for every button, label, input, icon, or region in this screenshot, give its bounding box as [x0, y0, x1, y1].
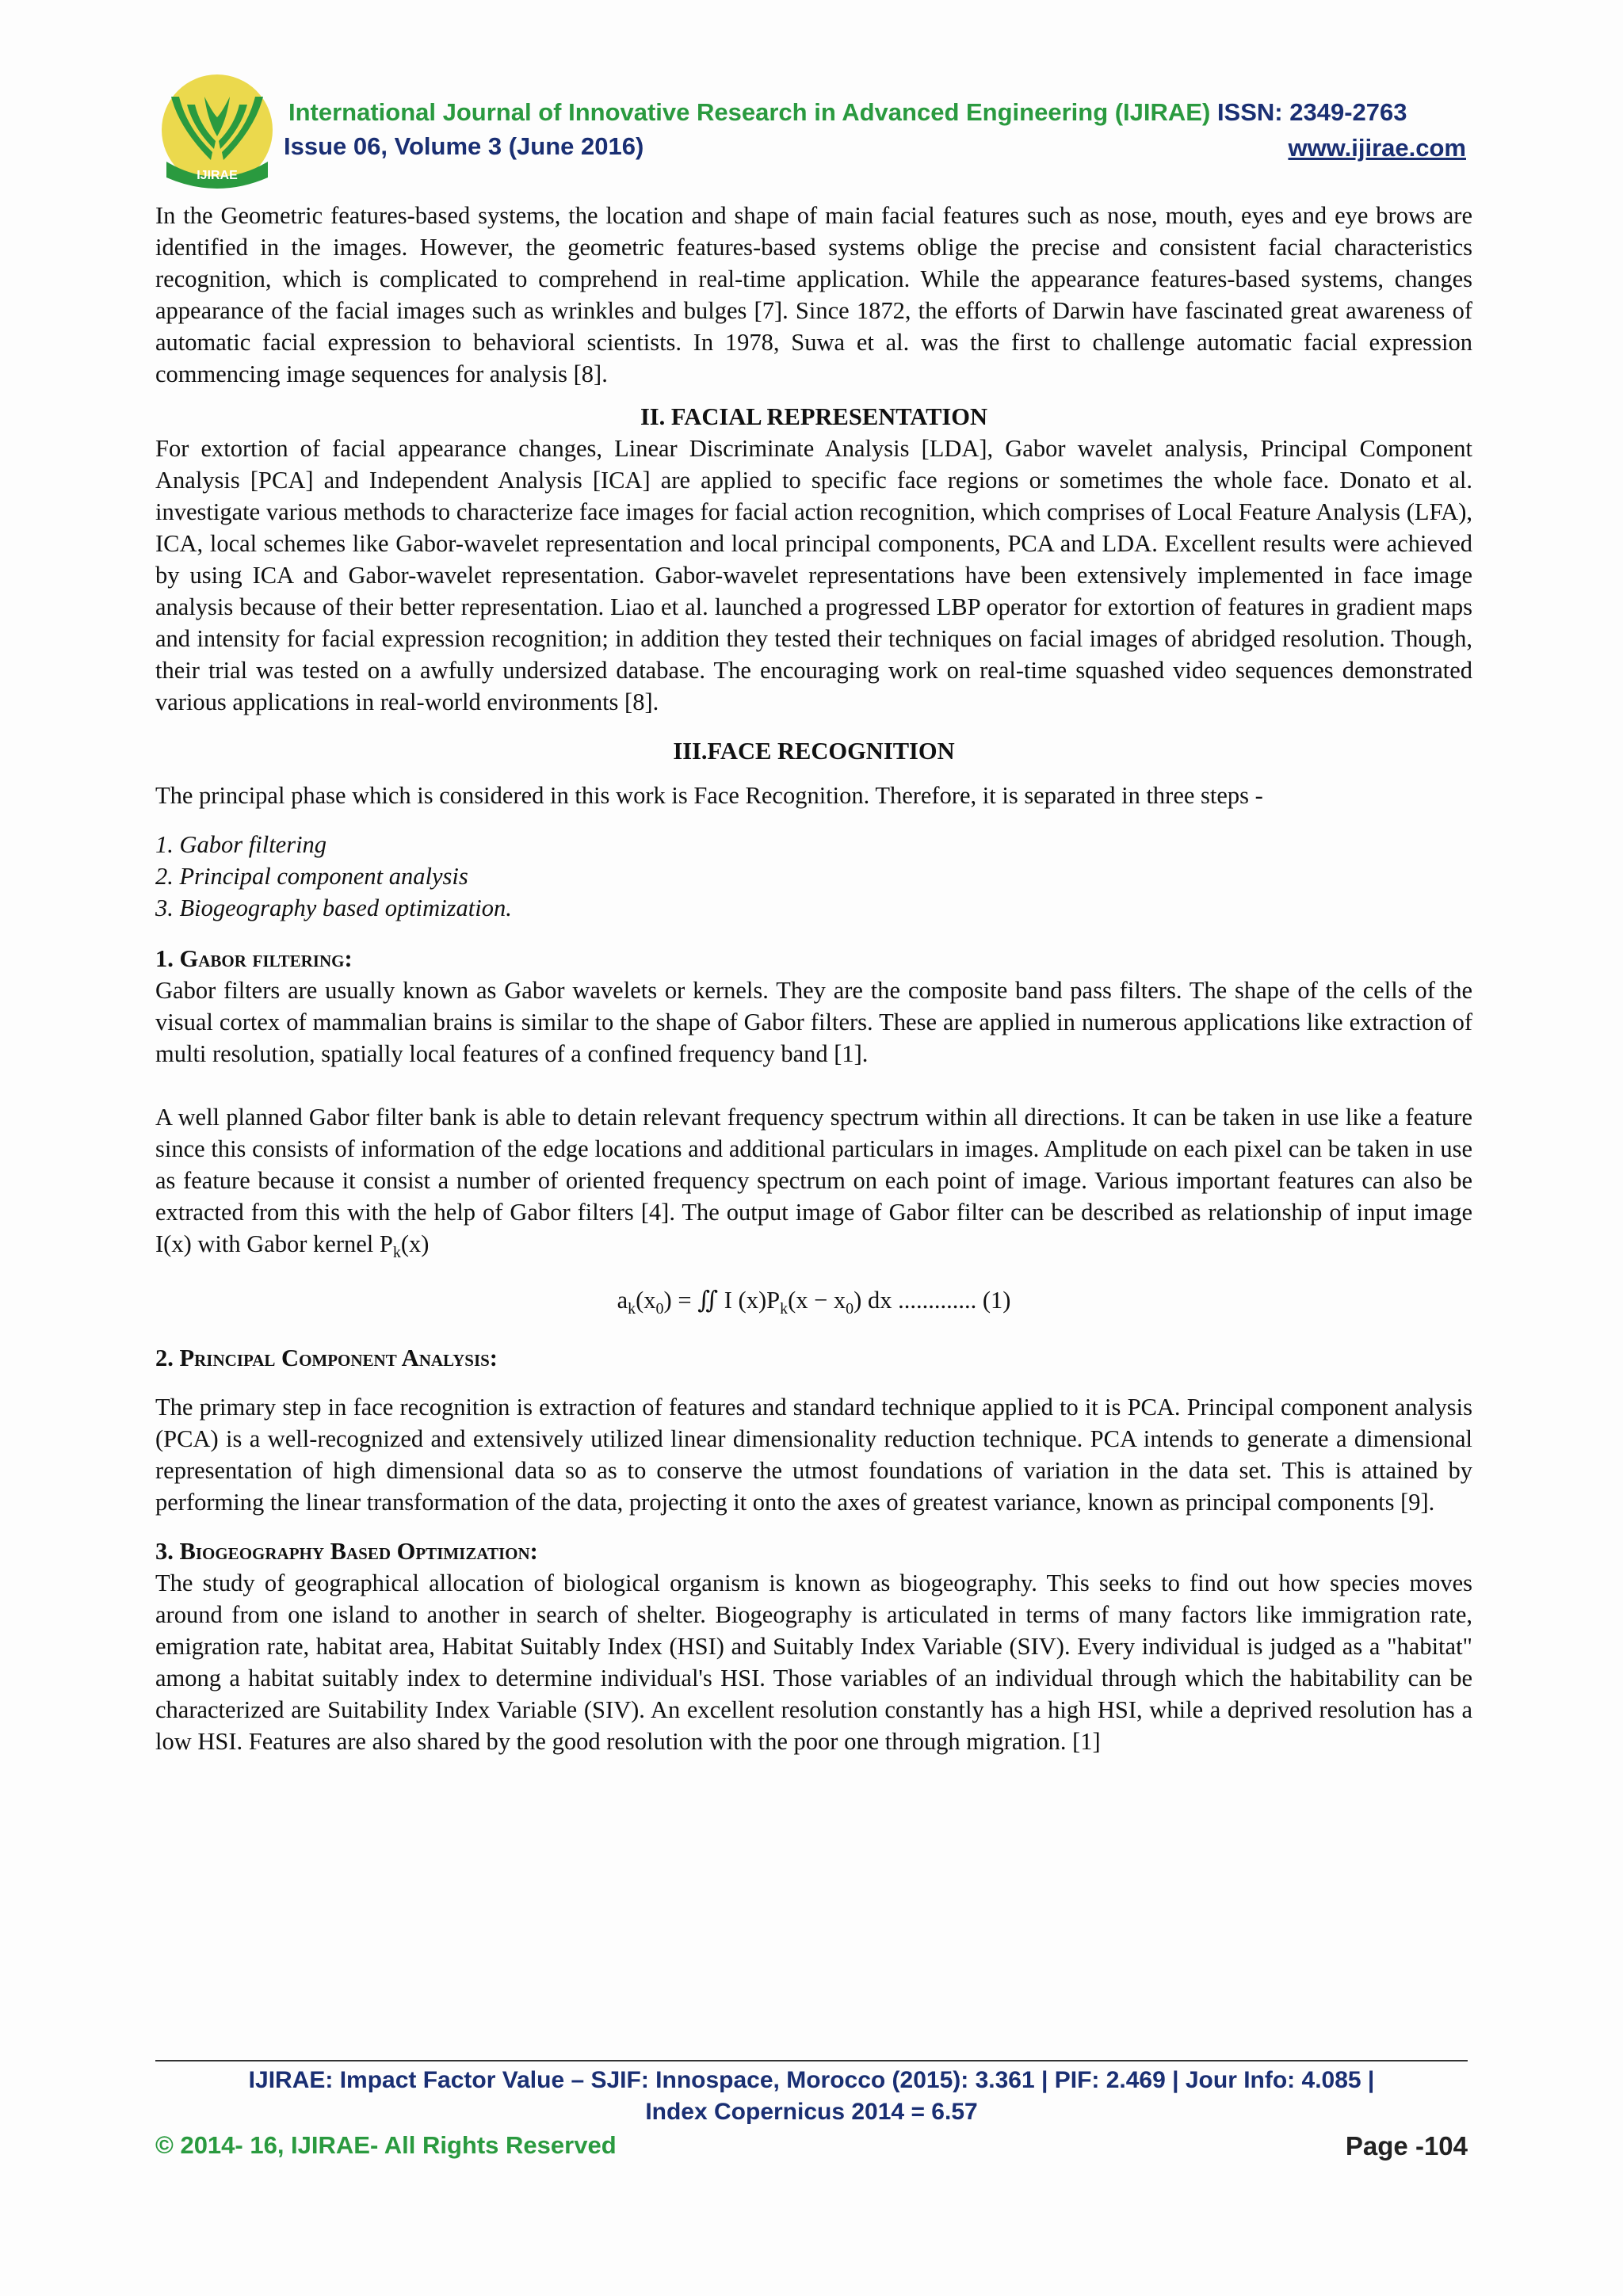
- issn: ISSN: 2349-2763: [1216, 98, 1407, 126]
- subheading-pca: 2. Principal Component Analysis:: [155, 1344, 498, 1372]
- subheading-bbo: 3. Biogeography Based Optimization:: [155, 1538, 538, 1566]
- journal-url-link[interactable]: www.ijirae.com: [1288, 134, 1466, 162]
- equation-1: $a_k(x_0)$ = ∬ I $(x)P_k(x - x_0)$ dx ............. (1): [617, 1287, 1011, 1318]
- steps-list: [155, 829, 1472, 924]
- list-item: 2. Principal component analysis: [155, 863, 468, 890]
- logo-text: IJIRAE: [197, 169, 238, 182]
- copyright: © 2014- 16, IJIRAE- All Rights Reserved: [155, 2131, 617, 2159]
- list-item: 1. Gabor filtering: [155, 831, 327, 858]
- footer-line-1: IJIRAE: Impact Factor Value – SJIF: Innospace, Morocco (2015): 3.361 | PIF: 2.469 | Jour Info: 4.085 |: [248, 2067, 1375, 2093]
- bbo-paragraph: The study of geographical allocation of biological organism is known as biogeography. This seeks to find out how species moves around from one island to another in search of shelter. Biogeography is articulated in terms of many factors like immigration rate, emigration rate, habitat area, Habitat Suitably Index (HSI) and Suitably Index Variable (SIV). Every individual is judged as a "habitat" among a habitat suitably index to determine individual's HSI. Those variables of an individual through which the habitability can be characterized are Suitability Index Variable (SIV). An excellent resolution constantly has a high HSI, while a deprived resolution has a low HSI. Features are also shared by the good resolution with the poor one through migration. [1]: [155, 1569, 1472, 1756]
- list-item: 3. Biogeography based optimization.: [155, 894, 512, 921]
- section3-intro: The principal phase which is considered in this work is Face Recognition. Therefore, it is separated in three steps -: [155, 782, 1263, 809]
- footer-divider: [155, 2060, 1468, 2061]
- section2-paragraph: For extortion of facial appearance changes, Linear Discriminate Analysis [LDA], Gabor wavelet analysis, Principal Component Analysis [PCA] and Independent Analysis [ICA] are applied to specific face regions or sometimes the whole face. Donato et al. investigate various methods to characterize face images for facial action recognition, which comprises of Local Feature Analysis (LFA), ICA, local schemes like Gabor-wavelet representation and local principal components, PCA and LDA. Excellent results were achieved by using ICA and Gabor-wavelet representation. Gabor-wavelet representations have been extensively implemented in face image analysis because of their better representation. Liao et al. launched a progressed LBP operator for extortion of features in gradient maps and intensity for facial expression recognition; in addition they tested their techniques on facial images of abridged resolution. Though, their trial was tested on a awfully undersized database. The encouraging work on real-time squashed video sequences demonstrated various applications in real-world environments [8].: [155, 435, 1472, 715]
- pca-paragraph: The primary step in face recognition is extraction of features and standard technique applied to it is PCA. Principal component analysis (PCA) is a well-recognized and extensively utilized linear dimensionality reduction technique. PCA intends to generate a dimensional representation of high dimensional data so as to conserve the utmost foundations of variation in the data set. This is attained by performing the linear transformation of the data, projecting it onto the axes of greatest variance, known as principal components [9].: [155, 1394, 1472, 1516]
- intro-paragraph: In the Geometric features-based systems, the location and shape of main facial features such as nose, mouth, eyes and eye brows are identified in the images. However, the geometric features-based systems oblige the precise and consistent facial characteristics recognition, which is complicated to comprehend in real-time application. While the appearance features-based systems, changes appearance of the facial images such as wrinkles and bulges [7]. Since 1872, the efforts of Darwin have fascinated great awareness of automatic facial expression to behavioral scientists. In 1978, Suwa et al. was the first to challenge automatic facial expression commencing image sequences for analysis [8].: [155, 202, 1472, 387]
- article-body: [155, 200, 1472, 1757]
- subheading-gabor-filtering: 1. Gabor filtering:: [155, 945, 353, 972]
- page-number: Page -104: [1345, 2131, 1468, 2161]
- footer-line-2: Index Copernicus 2014 = 6.57: [645, 2099, 978, 2125]
- footer-impact: [155, 2065, 1468, 2128]
- ijirae-logo: [155, 73, 279, 190]
- gabor-paragraph-2: A well planned Gabor filter bank is able to detain relevant frequency spectrum within all directions. It can be taken in use like a feature since this consists of information of the edge locations and additional particulars in images. Amplitude on each pixel can be taken in use as feature because it consist a number of oriented frequency spectrum on each point of image. Various important features can also be extracted from this with the help of Gabor filters [4]. The output image of Gabor filter can be described as relationship of input image I(x) with Gabor kernel $P_k(x)$: [155, 1104, 1472, 1262]
- issue-info: Issue 06, Volume 3 (June 2016): [284, 132, 644, 160]
- section-heading-facial-representation: II. FACIAL REPRESENTATION: [640, 403, 988, 430]
- journal-title: [288, 98, 1407, 127]
- journal-name: International Journal of Innovative Research in Advanced Engineering (IJIRAE): [288, 98, 1211, 126]
- section-heading-face-recognition: III.FACE RECOGNITION: [673, 738, 955, 765]
- gabor-paragraph-1: Gabor filters are usually known as Gabor wavelets or kernels. They are the composite band pass filters. The shape of the cells of the visual cortex of mammalian brains is similar to the shape of Gabor filters. These are applied in numerous applications like extraction of multi resolution, spatially local features of a confined frequency band [1].: [155, 977, 1472, 1067]
